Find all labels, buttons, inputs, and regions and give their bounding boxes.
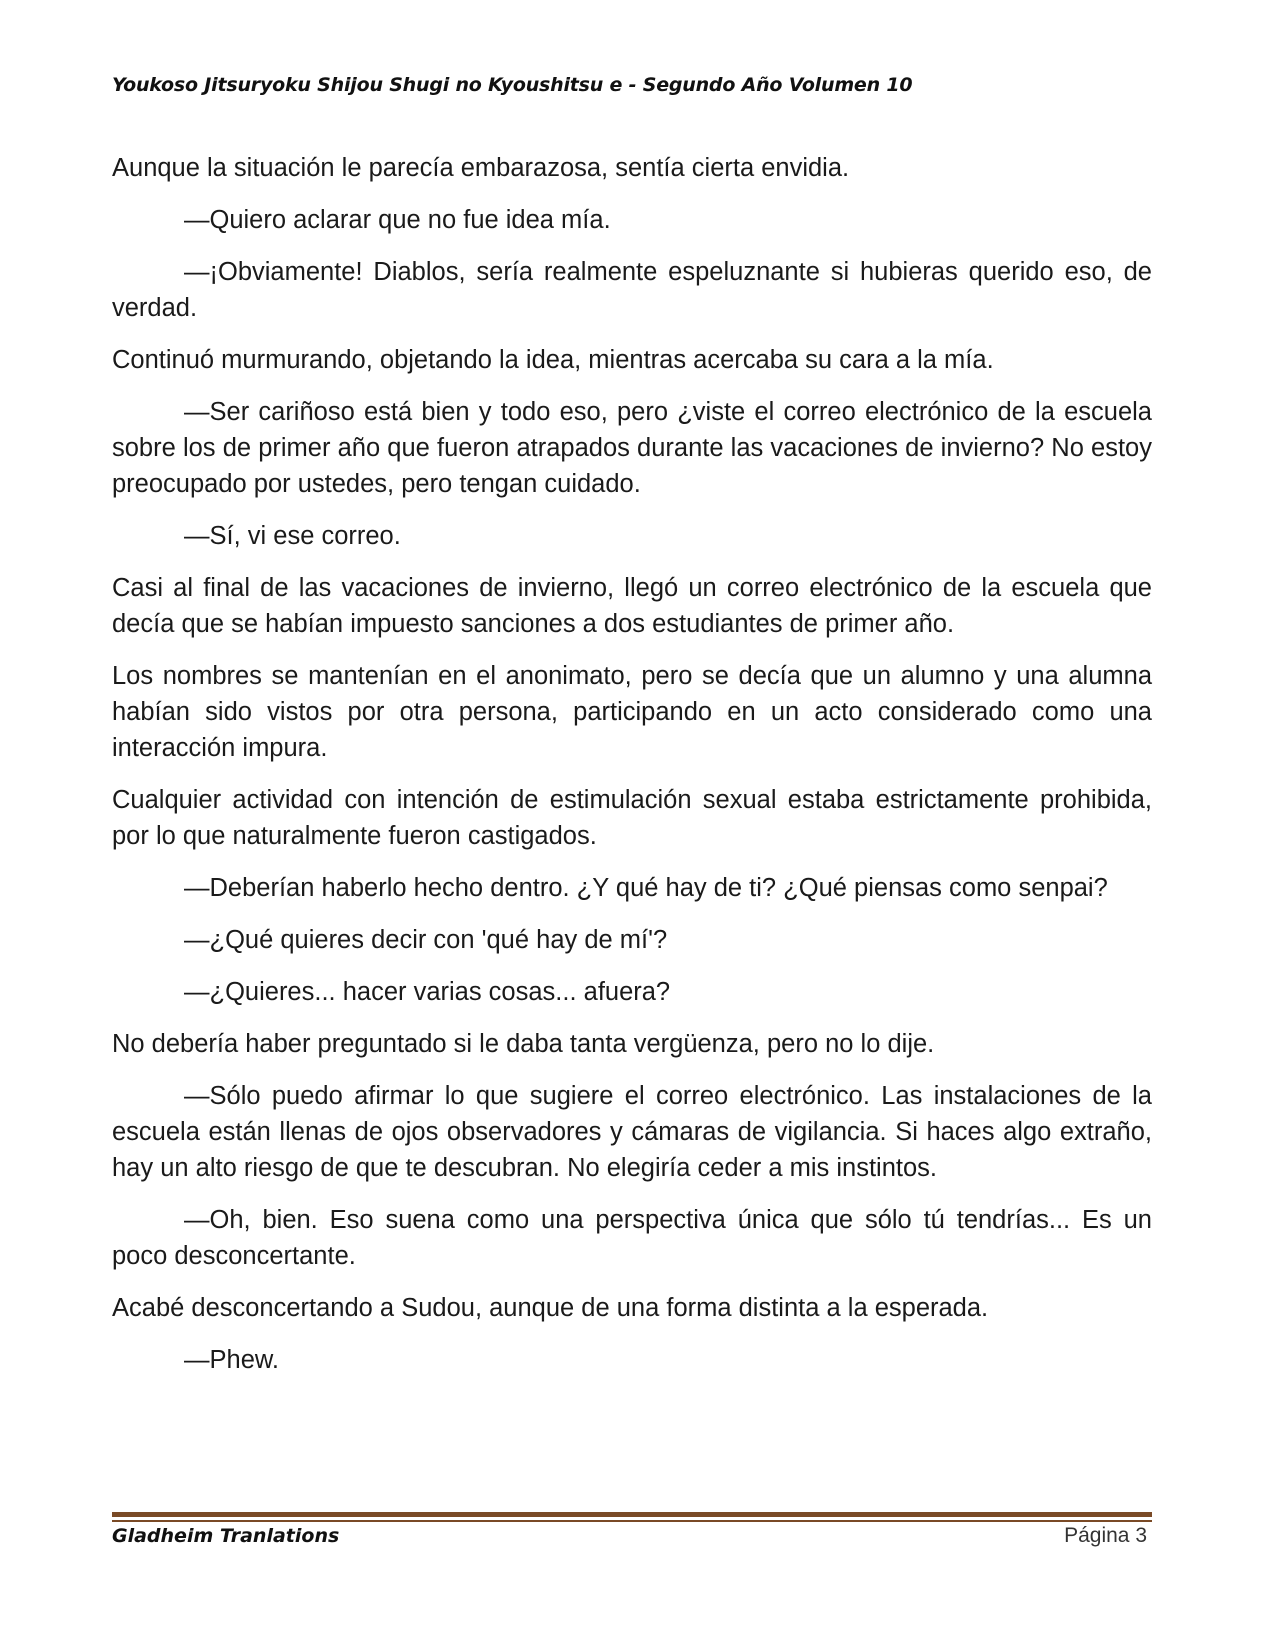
footer-page-number: Página 3 — [1064, 1524, 1147, 1547]
paragraph: —¡Obviamente! Diablos, sería realmente espeluznante si hubieras querido eso, de verdad. — [112, 258, 1152, 322]
paragraph: —¿Quieres... hacer varias cosas... afuera? — [184, 978, 671, 1006]
paragraph: Acabé desconcertando a Sudou, aunque de una forma distinta a la esperada. — [112, 1294, 989, 1322]
footer-divider-thin — [112, 1520, 1152, 1522]
paragraph: Cualquier actividad con intención de estimulación sexual estaba estrictamente prohibida, por lo que naturalmente fueron castigados. — [112, 786, 1152, 850]
paragraph: —Ser cariñoso está bien y todo eso, pero ¿viste el correo electrónico de la escuela sobre los de primer año que fueron atrapados durante las vacaciones de invierno? No estoy preocupado por ustedes, pero tengan cuidado. — [112, 398, 1152, 498]
paragraph: —Sí, vi ese correo. — [184, 522, 401, 550]
paragraph: Casi al final de las vacaciones de invierno, llegó un correo electrónico de la escuela que decía que se habían impuesto sanciones a dos estudiantes de primer año. — [112, 574, 1152, 638]
paragraph: —Phew. — [184, 1346, 279, 1374]
paragraph: Aunque la situación le parecía embarazosa, sentía cierta envidia. — [112, 154, 850, 182]
body-text — [112, 150, 1152, 1394]
paragraph: —Deberían haberlo hecho dentro. ¿Y qué hay de ti? ¿Qué piensas como senpai? — [184, 874, 1108, 902]
paragraph: —Oh, bien. Eso suena como una perspectiva única que sólo tú tendrías... Es un poco desconcertante. — [112, 1206, 1152, 1270]
paragraph: Continuó murmurando, objetando la idea, mientras acercaba su cara a la mía. — [112, 346, 994, 374]
footer-divider-thick — [112, 1512, 1152, 1517]
page-header-title: Youkoso Jitsuryoku Shijou Shugi no Kyoushitsu e - Segundo Año Volumen 10 — [112, 74, 913, 96]
paragraph: No debería haber preguntado si le daba tanta vergüenza, pero no lo dije. — [112, 1030, 935, 1058]
paragraph: Los nombres se mantenían en el anonimato, pero se decía que un alumno y una alumna habían sido vistos por otra persona, participando en un acto considerado como una interacción impura. — [112, 662, 1152, 762]
footer-translator-credit: Gladheim Tranlations — [112, 1525, 340, 1547]
paragraph: —Quiero aclarar que no fue idea mía. — [184, 206, 611, 234]
paragraph: —Sólo puedo afirmar lo que sugiere el correo electrónico. Las instalaciones de la escuela están llenas de ojos observadores y cámaras de vigilancia. Si haces algo extraño, hay un alto riesgo de que te descubran. No elegiría ceder a mis instintos. — [112, 1082, 1152, 1182]
paragraph: —¿Qué quieres decir con 'qué hay de mí'? — [184, 926, 668, 954]
